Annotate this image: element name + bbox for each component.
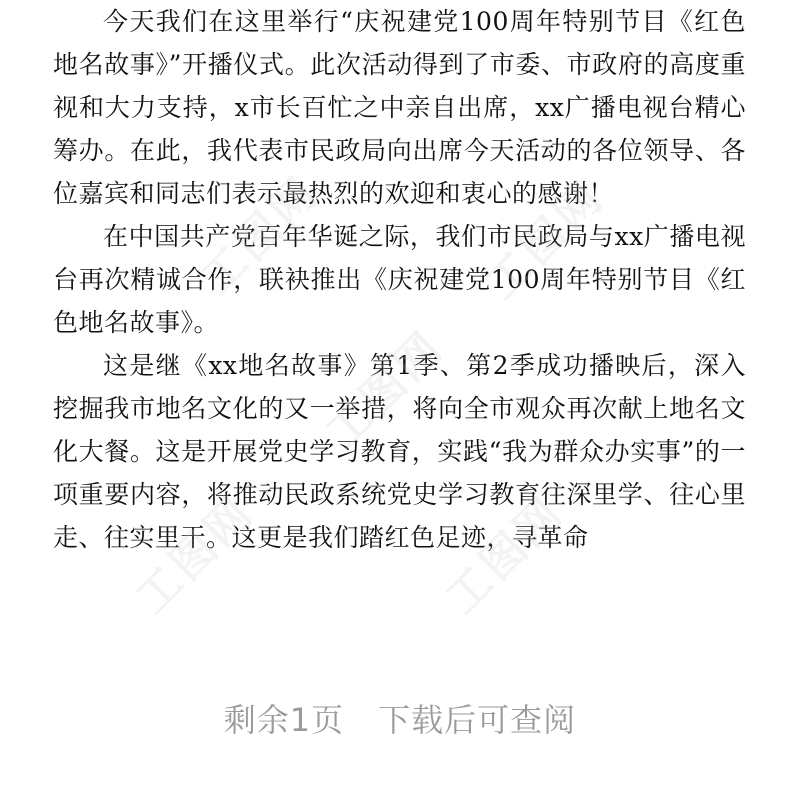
document-body xyxy=(53,0,746,559)
download-prompt[interactable] xyxy=(0,695,800,741)
watermark: 工图网 xyxy=(191,166,330,305)
watermark: 工图网 xyxy=(476,171,615,310)
watermark: 工图网 xyxy=(126,486,265,625)
paragraph-cooperation: 在中国共产党百年华诞之际，我们市民政局与xx广播电视台再次精诚合作，联袂推出《庆祝建党100周年特别节目《红色地名故事》。 xyxy=(53,222,746,337)
download-hint-label: 下载后可查阅 xyxy=(378,701,577,739)
paragraph-opening: 今天我们在这里举行“庆祝建党100周年特别节目《红色地名故事》”开播仪式。此次活动得到了市委、市政府的高度重视和大力支持，x市长百忙之中亲自出席，xx广播电视台精心筹办。在此，我代表市民政局向出席今天活动的各位领导、各位嘉宾和同志们表示最热烈的欢迎和衷心的感谢！ xyxy=(53,7,746,208)
watermark: 工图网 xyxy=(316,321,455,460)
paragraph-significance: 这是继《xx地名故事》第1季、第2季成功播映后，深入挖掘我市地名文化的又一举措，将向全市观众再次献上地名文化大餐。这是开展党史学习教育，实践“我为群众办实事”的一项重要内容，将推动民政系统党史学习教育往深里学、往心里走、往实里干。这更是我们踏红色足迹，寻革命 xyxy=(53,351,746,552)
watermark: 工图网 xyxy=(436,486,575,625)
remaining-pages-label: 剩余1页 xyxy=(223,701,345,739)
